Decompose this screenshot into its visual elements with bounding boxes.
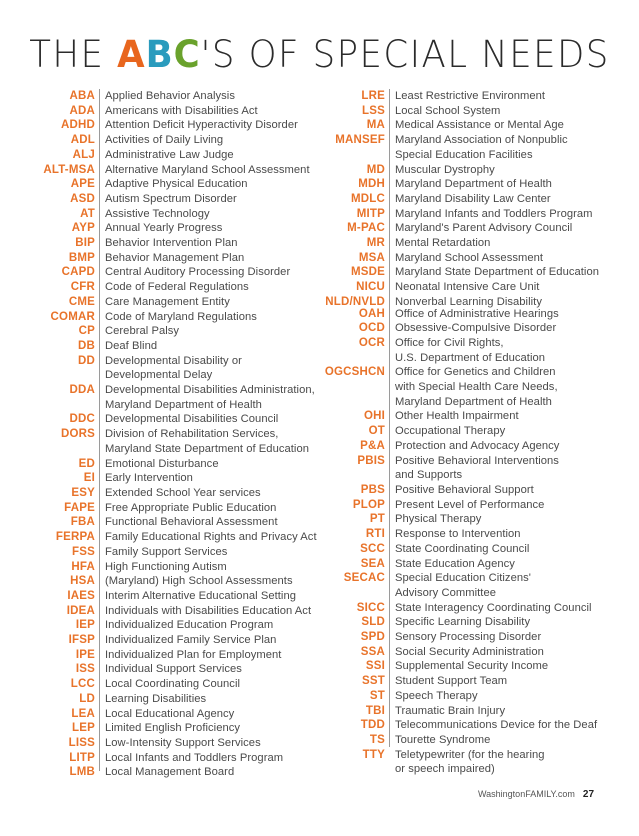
glossary-entry: [0, 133, 320, 148]
acronym: MDLC: [350, 192, 385, 205]
definition: Maryland State Department of Education: [395, 266, 600, 279]
glossary-entry: [0, 192, 320, 207]
definition: Attention Deficit Hyperactivity Disorder: [105, 119, 298, 132]
glossary-entry: [0, 633, 320, 648]
definition: Care Management Entity: [105, 295, 230, 308]
definition: Code of Federal Regulations: [105, 281, 249, 294]
acronym: AT: [80, 207, 95, 220]
definition: Local Infants and Toddlers Program: [105, 751, 284, 764]
acronym: SPD: [360, 631, 385, 644]
acronym: M-PAC: [347, 222, 385, 235]
page-footer: [478, 789, 594, 800]
acronym: ALJ: [72, 148, 95, 161]
glossary-entry: [290, 630, 639, 645]
acronym: LD: [79, 692, 95, 705]
glossary-entry: [0, 324, 320, 339]
glossary-entry: [290, 483, 639, 498]
glossary-entry: [290, 236, 639, 251]
glossary-entry: [290, 615, 639, 630]
acronym: DB: [77, 339, 95, 352]
acronym: OT: [368, 425, 385, 438]
definition: Code of Maryland Regulations: [105, 310, 257, 323]
glossary-list-left: [0, 89, 320, 780]
glossary-entry: [0, 295, 320, 310]
glossary-left-column: [0, 89, 320, 780]
glossary-entry: [0, 310, 320, 325]
acronym: ESY: [71, 486, 95, 499]
definition: Protection and Advocacy Agency: [395, 439, 560, 452]
acronym: APE: [70, 178, 95, 191]
definition: Individualized Family Service Plan: [105, 634, 277, 647]
acronym: AYP: [71, 222, 95, 235]
definition: High Functioning Autism: [105, 560, 227, 573]
definition: Physical Therapy: [395, 513, 482, 526]
glossary-entry: [0, 280, 320, 295]
definition: Maryland Infants and Toddlers Program: [395, 207, 593, 220]
glossary-entry: [290, 280, 639, 295]
title-letter-b: B: [145, 33, 174, 76]
acronym: TBI: [365, 704, 385, 717]
acronym: MITP: [356, 207, 385, 220]
glossary-entry: [0, 339, 320, 354]
acronym: PT: [369, 513, 385, 526]
glossary-entry: [0, 515, 320, 530]
glossary-entry: [0, 692, 320, 707]
definition: Local School System: [395, 104, 501, 117]
definition: Central Auditory Processing Disorder: [105, 266, 291, 279]
definition: Emotional Disturbance: [105, 457, 219, 470]
acronym: RTI: [365, 528, 385, 541]
glossary-entry: [290, 424, 639, 439]
acronym: OAH: [358, 307, 385, 320]
definition: Telecommunications Device for the Deaf: [395, 719, 598, 732]
glossary-entry: [290, 659, 639, 674]
glossary-entry: [0, 251, 320, 266]
acronym: CAPD: [61, 266, 95, 279]
definition: (Maryland) High School Assessments: [105, 575, 293, 588]
title-suffix: 'S OF SPECIAL NEEDS: [200, 33, 610, 76]
acronym: HSA: [70, 575, 95, 588]
glossary-entry: [0, 677, 320, 692]
acronym: FERPA: [55, 531, 95, 544]
definition: Cerebral Palsy: [105, 325, 180, 338]
acronym: IFSP: [68, 634, 95, 647]
glossary-entry: [0, 751, 320, 766]
acronym: PBIS: [357, 454, 385, 467]
definition: Free Appropriate Public Education: [105, 501, 277, 514]
definition: Low-Intensity Support Services: [105, 736, 261, 749]
acronym: IDEA: [66, 604, 95, 617]
definition: Deaf Blind: [105, 339, 158, 352]
definition: Positive Behavioral Support: [395, 483, 534, 496]
definition: Neonatal Intensive Care Unit: [395, 281, 540, 294]
acronym: OCR: [358, 336, 385, 349]
glossary-entry: [290, 454, 639, 483]
definition: State Coordinating Council: [395, 542, 530, 555]
acronym: TDD: [360, 719, 385, 732]
definition: Family Support Services: [105, 545, 228, 558]
glossary-entry: [0, 765, 320, 780]
acronym: LMB: [69, 766, 95, 779]
definition: Positive Behavioral Interventions and Supports: [395, 454, 559, 482]
definition: Occupational Therapy: [395, 425, 506, 438]
glossary-entry: [290, 307, 639, 322]
acronym: SSA: [360, 645, 385, 658]
definition: Tourette Syndrome: [395, 733, 491, 746]
glossary-entry: [290, 409, 639, 424]
definition: Response to Intervention: [395, 528, 521, 541]
definition: Office of Administrative Hearings: [395, 307, 559, 320]
definition: Americans with Disabilities Act: [105, 104, 258, 117]
definition: Local Educational Agency: [105, 707, 235, 720]
acronym: DDA: [69, 384, 95, 397]
definition: Early Intervention: [105, 472, 193, 485]
definition: Obsessive-Compulsive Disorder: [395, 322, 557, 335]
definition: Interim Alternative Educational Setting: [105, 589, 297, 602]
definition: Maryland Association of Nonpublic Special Education Facilities: [395, 134, 568, 161]
acronym: PLOP: [352, 498, 385, 511]
glossary-entry: [0, 104, 320, 119]
acronym: MD: [366, 163, 385, 176]
definition: Individuals with Disabilities Education Act: [105, 604, 312, 617]
definition: Developmental Disabilities Administration, Maryland Department of Health: [105, 384, 315, 411]
acronym: SST: [362, 675, 385, 688]
acronym: SLD: [361, 616, 385, 629]
definition: Specific Learning Disability: [395, 616, 531, 629]
definition: Supplemental Security Income: [395, 660, 549, 673]
acronym: LISS: [68, 736, 95, 749]
glossary-entry: [0, 618, 320, 633]
glossary-entry: [290, 89, 639, 104]
glossary-entry: [0, 604, 320, 619]
acronym: NLD/NVLD: [325, 295, 385, 308]
acronym: ADHD: [60, 119, 95, 132]
definition: Nonverbal Learning Disability: [395, 295, 542, 308]
glossary-list-right: [290, 89, 639, 777]
glossary-entry: [290, 571, 639, 600]
glossary-entry: [0, 736, 320, 751]
glossary-entry: [0, 589, 320, 604]
title-letter-a: A: [117, 33, 146, 76]
glossary-entry: [290, 645, 639, 660]
definition: Least Restrictive Environment: [395, 90, 546, 102]
definition: Extended School Year services: [105, 486, 261, 499]
acronym: DDC: [69, 413, 95, 426]
acronym: TTY: [362, 748, 385, 761]
definition: Medical Assistance or Mental Age: [395, 119, 564, 132]
acronym: ADL: [70, 134, 95, 147]
glossary-entry: [0, 265, 320, 280]
definition: Muscular Dystrophy: [395, 163, 495, 176]
glossary-entry: [290, 177, 639, 192]
glossary-entry: [290, 439, 639, 454]
acronym: LEP: [72, 722, 95, 735]
glossary-entry: [290, 104, 639, 119]
definition: Social Security Administration: [395, 645, 544, 658]
acronym: BMP: [68, 251, 95, 264]
acronym: FAPE: [64, 501, 95, 514]
definition: Developmental Disabilities Council: [105, 413, 279, 426]
acronym: PBS: [360, 483, 385, 496]
glossary-entry: [0, 177, 320, 192]
acronym: MSA: [358, 251, 385, 264]
glossary-entry: [290, 542, 639, 557]
acronym: FSS: [72, 545, 95, 558]
definition: Behavior Intervention Plan: [105, 237, 238, 250]
glossary-entry: [0, 236, 320, 251]
glossary-entry: [0, 383, 320, 412]
acronym: SECAC: [343, 572, 385, 585]
definition: Office for Civil Rights, U.S. Department of Education: [395, 336, 546, 364]
glossary-entry: [290, 674, 639, 689]
definition: Behavior Management Plan: [105, 251, 245, 264]
definition: Speech Therapy: [395, 689, 478, 702]
glossary-entry: [0, 501, 320, 516]
definition: Sensory Processing Disorder: [395, 631, 542, 644]
definition: Maryland Disability Law Center: [395, 192, 551, 205]
glossary-entry: [0, 471, 320, 486]
glossary-entry: [0, 530, 320, 545]
title-prefix: THE: [29, 33, 118, 76]
definition: Individualized Education Program: [105, 619, 274, 632]
definition: Developmental Disability or Developmental Delay: [105, 354, 242, 382]
acronym: LITP: [69, 751, 95, 764]
glossary-right-column: [290, 89, 639, 777]
glossary-entry: [290, 689, 639, 704]
acronym: TS: [369, 733, 385, 746]
page-title: [13, 33, 626, 77]
definition: Present Level of Performance: [395, 498, 545, 511]
definition: Assistive Technology: [105, 207, 210, 220]
glossary-entry: [0, 545, 320, 560]
glossary-entry: [0, 721, 320, 736]
footer-site: WashingtonFAMILY.com: [478, 789, 575, 799]
definition: Limited English Proficiency: [105, 722, 241, 735]
acronym: ST: [369, 689, 385, 702]
glossary-entry: [290, 557, 639, 572]
definition: Maryland School Assessment: [395, 251, 544, 264]
definition: Learning Disabilities: [105, 692, 207, 705]
acronym: CP: [78, 325, 95, 338]
glossary-entry: [0, 118, 320, 133]
definition: Applied Behavior Analysis: [105, 90, 235, 102]
glossary-entry: [0, 163, 320, 178]
page-number: 27: [582, 789, 595, 800]
definition: Teletypewriter (for the hearing or speech impaired): [395, 748, 545, 776]
glossary-entry: [0, 354, 320, 383]
glossary-entry: [290, 251, 639, 266]
glossary-entry: [290, 207, 639, 222]
acronym: SSI: [365, 660, 385, 673]
glossary-entry: [290, 265, 639, 280]
definition: Special Education Citizens' Advisory Committee: [395, 572, 531, 599]
glossary-entry: [290, 704, 639, 719]
glossary-entry: [0, 412, 320, 427]
acronym: OCD: [358, 322, 385, 335]
glossary-entry: [290, 163, 639, 178]
acronym: EI: [83, 472, 95, 485]
glossary-entry: [290, 748, 639, 777]
glossary-entry: [290, 527, 639, 542]
glossary-entry: [290, 336, 639, 365]
acronym: MDH: [358, 178, 385, 191]
glossary-entry: [0, 457, 320, 472]
acronym: ED: [78, 457, 95, 470]
acronym: BIP: [75, 237, 95, 250]
acronym: SICC: [356, 601, 385, 614]
acronym: OGCSHCN: [324, 366, 385, 379]
definition: Student Support Team: [395, 675, 508, 688]
definition: State Interagency Coordinating Council: [395, 601, 592, 614]
acronym: DD: [77, 354, 95, 367]
glossary-entry: [290, 118, 639, 133]
definition: Mental Retardation: [395, 237, 491, 250]
acronym: LSS: [362, 104, 385, 117]
definition: State Education Agency: [395, 557, 515, 570]
glossary-entry: [0, 486, 320, 501]
acronym: SCC: [360, 542, 385, 555]
acronym: FBA: [70, 516, 95, 529]
acronym: HFA: [71, 560, 95, 573]
acronym: OHI: [363, 410, 385, 423]
definition: Maryland's Parent Advisory Council: [395, 222, 573, 235]
glossary-entry: [0, 707, 320, 722]
title-letter-c: C: [173, 33, 201, 76]
acronym: CME: [68, 295, 95, 308]
definition: Autism Spectrum Disorder: [105, 192, 237, 205]
definition: Adaptive Physical Education: [105, 178, 248, 191]
acronym: ASD: [70, 192, 95, 205]
acronym: P&A: [360, 439, 385, 452]
acronym: ABA: [69, 90, 95, 102]
acronym: COMAR: [50, 310, 95, 323]
definition: Local Management Board: [105, 766, 235, 779]
glossary-entry: [0, 221, 320, 236]
glossary-entry: [0, 89, 320, 104]
glossary-entry: [0, 574, 320, 589]
definition: Other Health Impairment: [395, 410, 519, 423]
glossary-entry: [0, 427, 320, 456]
acronym: LEA: [71, 707, 95, 720]
glossary-entry: [290, 321, 639, 336]
glossary-entry: [290, 718, 639, 733]
glossary-entry: [290, 601, 639, 616]
glossary-entry: [0, 207, 320, 222]
acronym: MA: [366, 119, 385, 132]
glossary-entry: [290, 733, 639, 748]
acronym: NICU: [356, 281, 385, 294]
acronym: CFR: [70, 281, 95, 294]
definition: Traumatic Brain Injury: [395, 704, 506, 717]
acronym: ADA: [69, 104, 95, 117]
acronym: IPE: [75, 648, 95, 661]
glossary-entry: [290, 498, 639, 513]
acronym: ISS: [75, 663, 95, 676]
definition: Individualized Plan for Employment: [105, 648, 282, 661]
acronym: IEP: [75, 619, 95, 632]
definition: Administrative Law Judge: [105, 148, 234, 161]
glossary-entry: [290, 133, 639, 162]
glossary-entry: [0, 648, 320, 663]
glossary-entry: [290, 192, 639, 207]
glossary-entry: [0, 662, 320, 677]
definition: Maryland Department of Health: [395, 178, 552, 191]
definition: Alternative Maryland School Assessment: [105, 163, 310, 176]
acronym: IAES: [67, 589, 95, 602]
acronym: LRE: [361, 90, 385, 102]
acronym: MR: [366, 237, 385, 250]
acronym: ALT-MSA: [43, 163, 95, 176]
definition: Division of Rehabilitation Services, Maryland State Department of Education: [105, 428, 310, 455]
acronym: DORS: [60, 428, 95, 441]
glossary-entry: [290, 365, 639, 409]
definition: Functional Behavioral Assessment: [105, 516, 278, 529]
definition: Annual Yearly Progress: [105, 222, 223, 235]
definition: Local Coordinating Council: [105, 678, 241, 691]
acronym: MSDE: [350, 266, 385, 279]
acronym: MANSEF: [335, 134, 385, 147]
glossary-entry: [290, 512, 639, 527]
acronym: SEA: [360, 557, 385, 570]
definition: Office for Genetics and Children with Special Health Care Needs, Maryland Department of Health: [395, 366, 558, 408]
acronym: LCC: [70, 678, 95, 691]
glossary-entry: [0, 560, 320, 575]
glossary-entry: [290, 221, 639, 236]
definition: Individual Support Services: [105, 663, 242, 676]
definition: Family Educational Rights and Privacy Act: [105, 531, 317, 544]
glossary-entry: [0, 148, 320, 163]
definition: Activities of Daily Living: [105, 134, 224, 147]
